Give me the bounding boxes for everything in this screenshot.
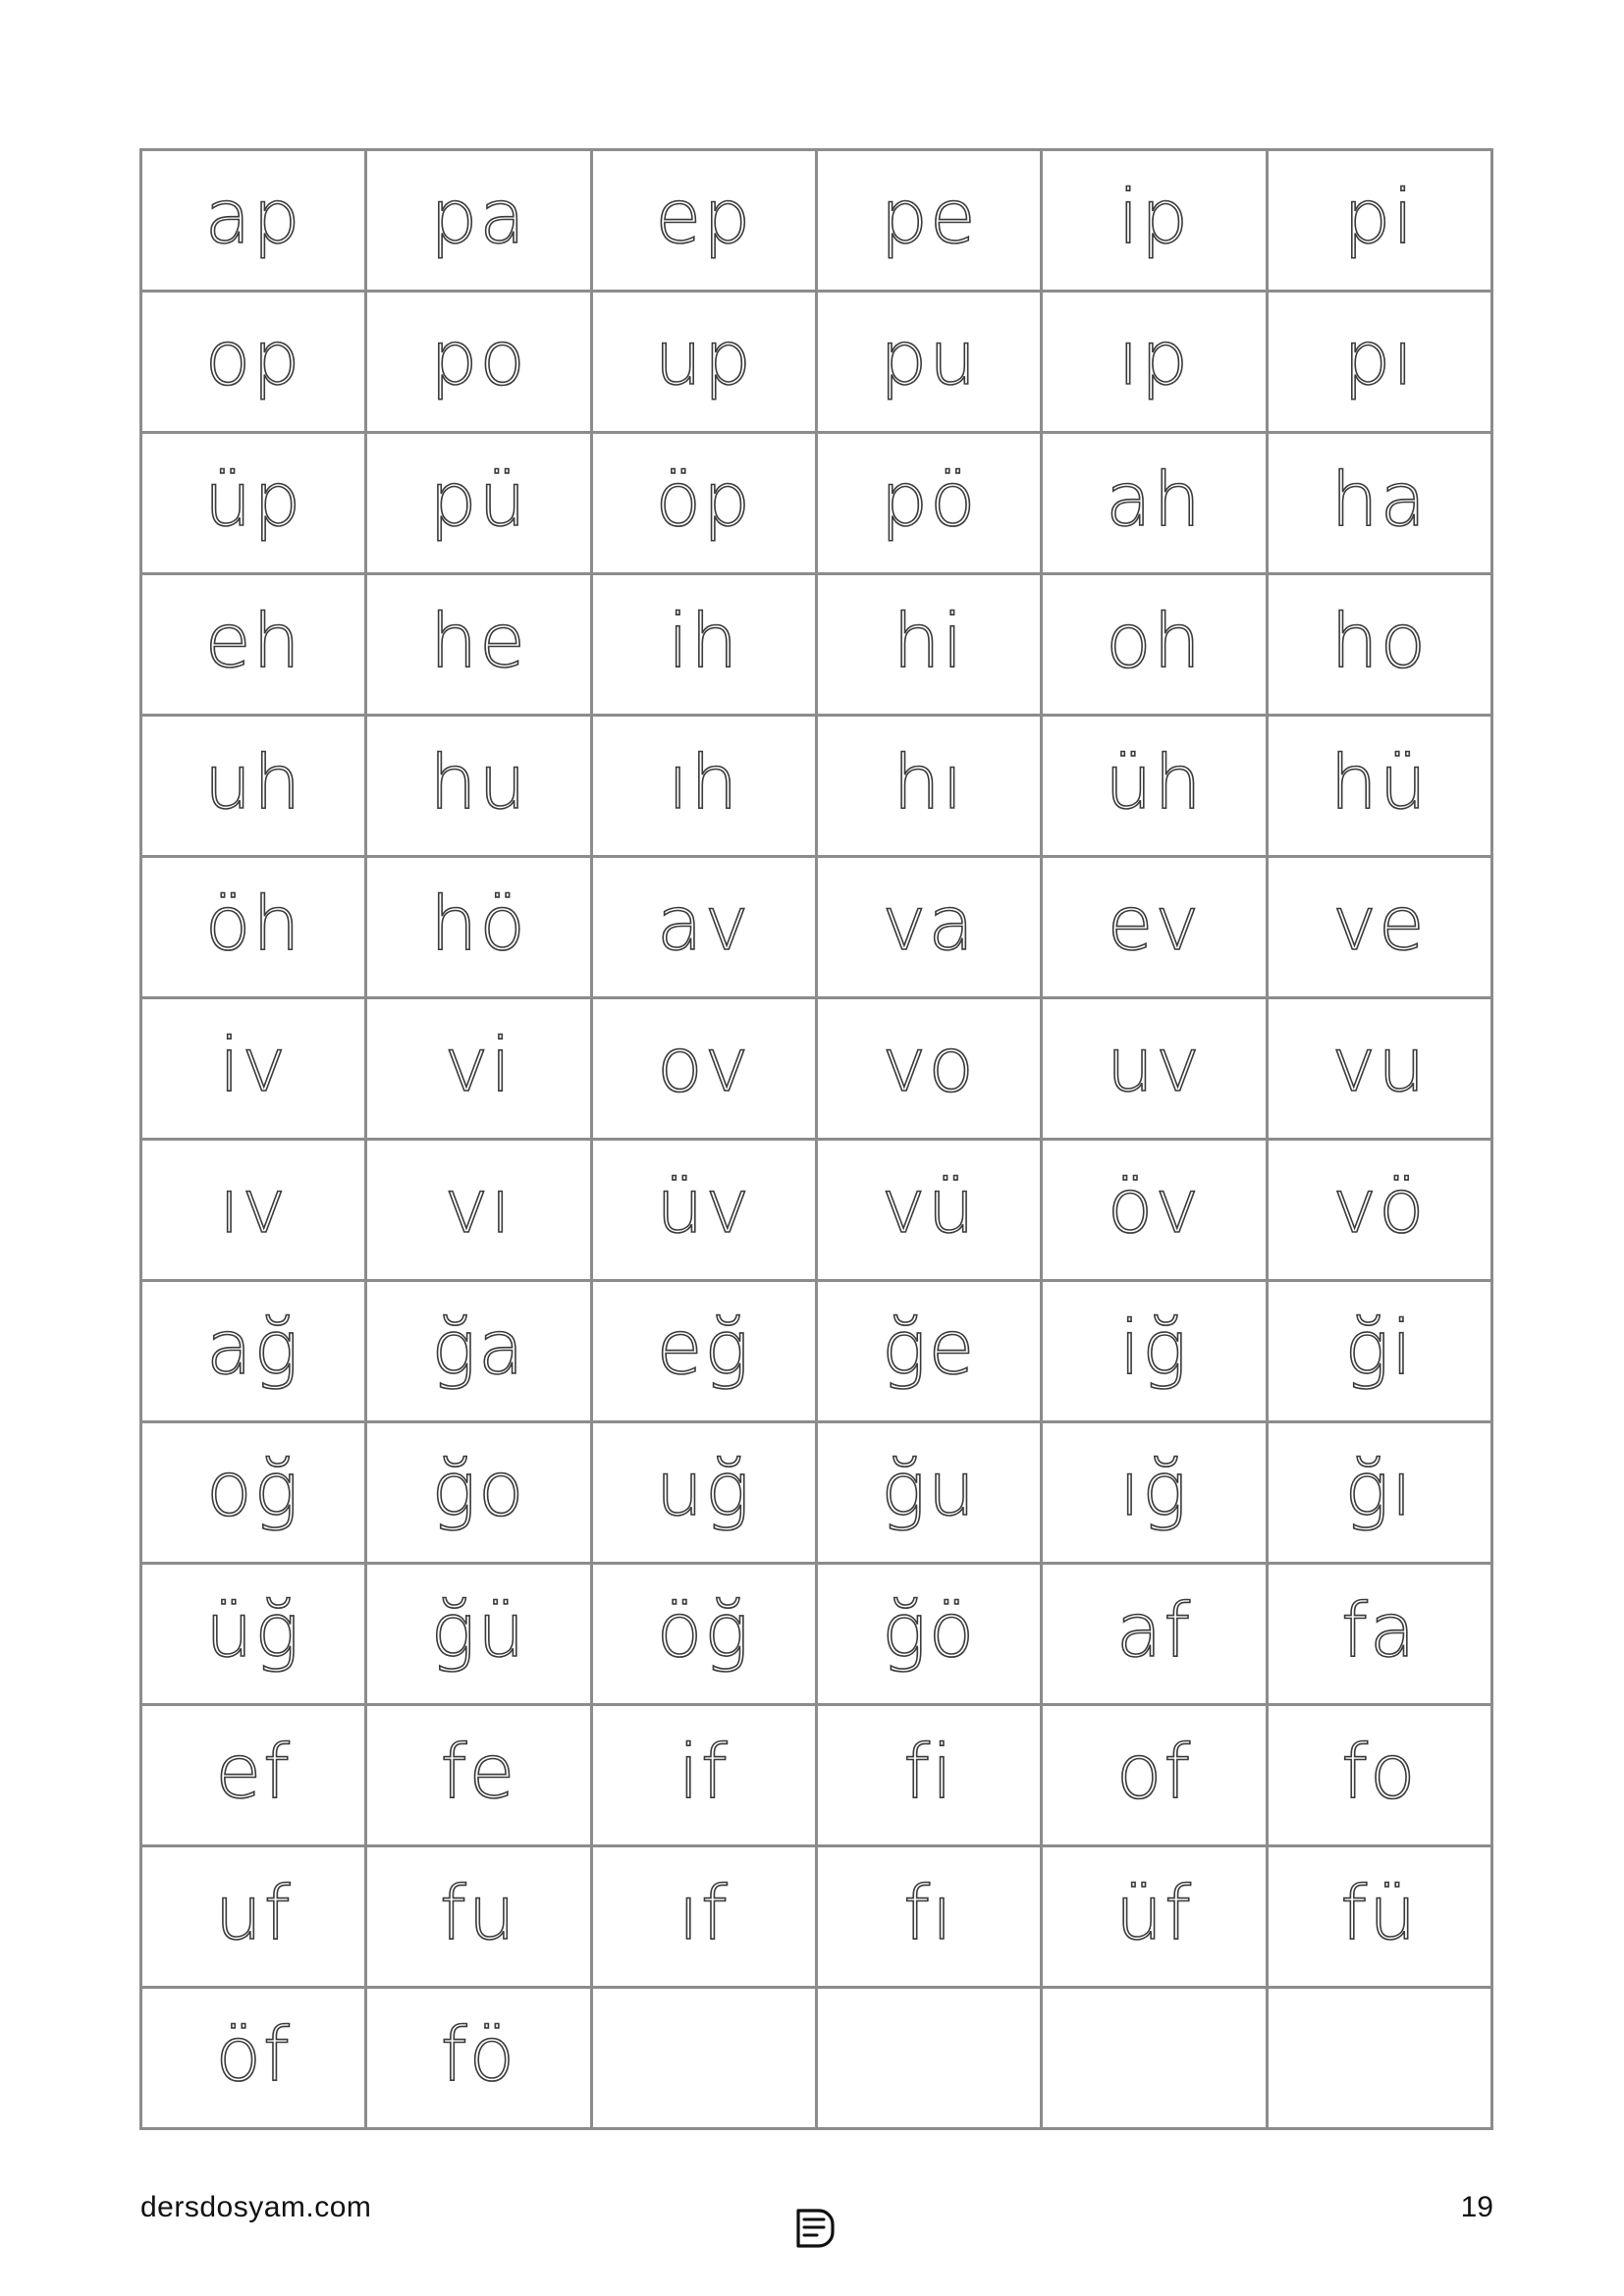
grid-cell — [591, 433, 816, 574]
syllable-text: fa — [1341, 1585, 1418, 1674]
syllable-text: he — [430, 596, 527, 684]
syllable-text: fu — [440, 1868, 517, 1956]
syllable-text: vo — [882, 1020, 976, 1108]
grid-cell — [141, 857, 366, 998]
grid-cell — [1042, 292, 1267, 433]
syllable-text: ve — [1331, 879, 1427, 967]
syllable-text: iğ — [1119, 1303, 1189, 1391]
syllable-text: ğe — [881, 1303, 977, 1391]
syllable-grid-body — [141, 150, 1492, 2129]
grid-cell — [816, 998, 1041, 1140]
syllable-text: pi — [1343, 172, 1416, 260]
grid-cell — [816, 150, 1041, 292]
grid-cell — [141, 1140, 366, 1281]
syllable-text: ği — [1344, 1303, 1415, 1391]
syllable-text: av — [657, 879, 751, 967]
grid-cell — [1267, 1564, 1491, 1705]
footer-site-name: dersdosyam.com — [140, 2191, 372, 2223]
syllable-text: vü — [881, 1161, 977, 1250]
syllable-text: po — [430, 313, 527, 401]
grid-cell — [1267, 857, 1491, 998]
syllable-text: ağ — [206, 1303, 301, 1391]
syllable-text: va — [882, 879, 976, 967]
syllable-text: üv — [656, 1161, 752, 1250]
grid-cell — [141, 716, 366, 857]
grid-row — [141, 1988, 1492, 2129]
grid-cell — [816, 1988, 1041, 2129]
syllable-text: eh — [204, 596, 302, 684]
grid-cell — [1267, 716, 1491, 857]
syllable-text: ha — [1330, 454, 1429, 543]
syllable-text: af — [1115, 1585, 1193, 1674]
syllable-text: ğü — [430, 1585, 527, 1674]
grid-cell — [816, 716, 1041, 857]
grid-cell — [141, 1281, 366, 1422]
grid-cell — [366, 1140, 591, 1281]
syllable-text: ev — [1107, 879, 1202, 967]
syllable-text: uf — [214, 1868, 293, 1956]
grid-cell — [591, 1281, 816, 1422]
syllable-text: üğ — [205, 1585, 302, 1674]
grid-cell — [141, 574, 366, 716]
syllable-text: öğ — [656, 1585, 751, 1674]
grid-cell — [591, 150, 816, 292]
grid-cell — [591, 1140, 816, 1281]
syllable-text: ıh — [668, 737, 740, 826]
grid-cell — [366, 998, 591, 1140]
grid-row — [141, 574, 1492, 716]
syllable-text: op — [204, 313, 302, 401]
grid-cell — [1042, 1564, 1267, 1705]
grid-cell — [1042, 857, 1267, 998]
document-lines-icon — [793, 2207, 837, 2250]
grid-cell — [366, 1281, 591, 1422]
grid-cell — [1267, 998, 1491, 1140]
grid-row — [141, 1281, 1492, 1422]
grid-row — [141, 1705, 1492, 1846]
syllable-text: vu — [1331, 1020, 1428, 1108]
grid-cell — [1267, 1988, 1491, 2129]
syllable-text: ip — [1117, 172, 1191, 260]
syllable-text: ğu — [881, 1444, 978, 1532]
grid-cell — [816, 1564, 1041, 1705]
syllable-text: hu — [429, 737, 528, 826]
syllable-text: if — [677, 1727, 730, 1815]
syllable-text: ep — [655, 172, 753, 260]
syllable-text: pu — [879, 313, 979, 401]
syllable-text: pa — [430, 172, 527, 260]
grid-cell — [1267, 1422, 1491, 1564]
grid-cell — [816, 1281, 1041, 1422]
syllable-text: fö — [440, 2009, 517, 2098]
syllable-text: öp — [655, 454, 753, 543]
grid-cell — [591, 857, 816, 998]
grid-row — [141, 998, 1492, 1140]
grid-cell — [1267, 433, 1491, 574]
syllable-text: fı — [903, 1868, 955, 1956]
grid-cell — [366, 1705, 591, 1846]
grid-cell — [1267, 1140, 1491, 1281]
grid-cell — [816, 857, 1041, 998]
grid-cell — [816, 574, 1041, 716]
syllable-text: ğö — [882, 1585, 977, 1674]
grid-cell — [591, 1705, 816, 1846]
syllable-text: ıp — [1117, 313, 1191, 401]
grid-cell — [1267, 1846, 1491, 1988]
syllable-text: uğ — [655, 1444, 752, 1532]
grid-cell — [1267, 574, 1491, 716]
syllable-text: uv — [1106, 1020, 1203, 1108]
syllable-text: üf — [1115, 1868, 1193, 1956]
grid-cell — [366, 1846, 591, 1988]
grid-cell — [591, 574, 816, 716]
grid-cell — [366, 1422, 591, 1564]
syllable-text: up — [654, 313, 754, 401]
grid-cell — [366, 150, 591, 292]
syllable-text: vi — [444, 1020, 514, 1108]
syllable-text: uh — [203, 737, 303, 826]
syllable-tracing-grid — [139, 148, 1493, 2130]
grid-cell — [1042, 998, 1267, 1140]
syllable-text: hi — [893, 596, 965, 684]
grid-cell — [366, 292, 591, 433]
grid-cell — [1267, 292, 1491, 433]
page-number: 19 — [1460, 2191, 1493, 2223]
syllable-text: ğı — [1344, 1444, 1415, 1532]
syllable-text: ap — [204, 172, 302, 260]
syllable-text: fi — [903, 1727, 955, 1815]
grid-cell — [816, 292, 1041, 433]
grid-cell — [141, 1422, 366, 1564]
grid-cell — [141, 1988, 366, 2129]
syllable-text: of — [1115, 1727, 1193, 1815]
grid-cell — [141, 1705, 366, 1846]
grid-cell — [1042, 716, 1267, 857]
syllable-text: vö — [1332, 1161, 1427, 1250]
grid-cell — [141, 1846, 366, 1988]
grid-cell — [366, 1564, 591, 1705]
syllable-text: fe — [440, 1727, 517, 1815]
grid-cell — [591, 1988, 816, 2129]
grid-cell — [1042, 1422, 1267, 1564]
grid-cell — [591, 1846, 816, 1988]
grid-cell — [1267, 150, 1491, 292]
grid-cell — [816, 433, 1041, 574]
grid-cell — [1042, 1988, 1267, 2129]
syllable-text: pe — [880, 172, 978, 260]
syllable-text: oh — [1106, 596, 1203, 684]
syllable-text: ğa — [431, 1303, 526, 1391]
grid-cell — [141, 433, 366, 574]
grid-cell — [1267, 1705, 1491, 1846]
syllable-text: üh — [1105, 737, 1204, 826]
grid-cell — [1042, 1281, 1267, 1422]
syllable-text: hı — [893, 737, 965, 826]
grid-cell — [366, 574, 591, 716]
syllable-text: oğ — [206, 1444, 301, 1532]
grid-row — [141, 150, 1492, 292]
grid-cell — [816, 1846, 1041, 1988]
grid-cell — [816, 1705, 1041, 1846]
syllable-text: fo — [1341, 1727, 1418, 1815]
grid-cell — [366, 433, 591, 574]
syllable-text: ıv — [219, 1161, 289, 1250]
syllable-text: pö — [880, 454, 978, 543]
syllable-text: pü — [429, 454, 528, 543]
grid-row — [141, 1564, 1492, 1705]
syllable-text: ıf — [677, 1868, 730, 1956]
syllable-text: fü — [1340, 1868, 1419, 1956]
grid-cell — [366, 857, 591, 998]
grid-cell — [1042, 433, 1267, 574]
syllable-text: vı — [444, 1161, 514, 1250]
grid-cell — [1042, 574, 1267, 716]
grid-cell — [591, 716, 816, 857]
syllable-text: hü — [1329, 737, 1429, 826]
syllable-text: iv — [219, 1020, 289, 1108]
grid-cell — [1042, 1705, 1267, 1846]
grid-cell — [591, 1564, 816, 1705]
syllable-text: öh — [204, 879, 302, 967]
grid-cell — [591, 998, 816, 1140]
syllable-text: öv — [1107, 1161, 1202, 1250]
grid-cell — [1042, 150, 1267, 292]
syllable-text: öf — [215, 2009, 292, 2098]
grid-row — [141, 1422, 1492, 1564]
grid-row — [141, 1846, 1492, 1988]
grid-cell — [816, 1140, 1041, 1281]
syllable-text: ığ — [1119, 1444, 1189, 1532]
syllable-text: ov — [657, 1020, 751, 1108]
grid-cell — [141, 998, 366, 1140]
grid-cell — [141, 1564, 366, 1705]
grid-row — [141, 716, 1492, 857]
syllable-text: hö — [430, 879, 527, 967]
grid-row — [141, 433, 1492, 574]
grid-cell — [366, 1988, 591, 2129]
syllable-text: üp — [203, 454, 303, 543]
syllable-text: eğ — [656, 1303, 751, 1391]
syllable-text: ğo — [431, 1444, 526, 1532]
syllable-text: ah — [1106, 454, 1203, 543]
grid-cell — [1267, 1281, 1491, 1422]
syllable-text: ih — [668, 596, 740, 684]
grid-row — [141, 1140, 1492, 1281]
syllable-text: ho — [1330, 596, 1429, 684]
grid-cell — [816, 1422, 1041, 1564]
grid-cell — [591, 292, 816, 433]
grid-cell — [1042, 1846, 1267, 1988]
syllable-text: ef — [215, 1727, 292, 1815]
grid-cell — [141, 292, 366, 433]
grid-row — [141, 292, 1492, 433]
grid-cell — [1042, 1140, 1267, 1281]
grid-cell — [366, 716, 591, 857]
grid-row — [141, 857, 1492, 998]
grid-cell — [141, 150, 366, 292]
grid-cell — [591, 1422, 816, 1564]
syllable-text: pı — [1343, 313, 1416, 401]
